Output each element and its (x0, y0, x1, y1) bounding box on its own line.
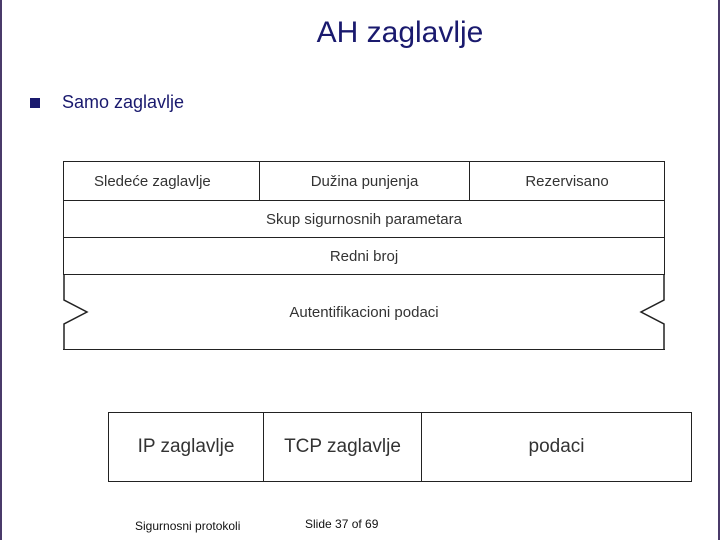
bullet-item (30, 92, 184, 113)
ah-row-2 (63, 200, 665, 238)
reserved-field: Rezervisano (525, 172, 609, 190)
payload-length-field: Dužina punjenja (260, 162, 470, 200)
authentication-data-field: Autentifikacioni podaci (289, 303, 439, 321)
slide-border-left (0, 0, 2, 540)
bullet-text: Samo zaglavlje (62, 92, 185, 112)
spi-field: Skup sigurnosnih parametara (266, 210, 462, 228)
ah-row-3 (63, 237, 665, 275)
next-header-field: Sledeće zaglavlje (64, 162, 260, 200)
footer-slide-number: Slide 37 of 69 (305, 517, 379, 531)
sequence-number-field: Redni broj (329, 247, 399, 265)
ah-header-diagram (63, 161, 665, 350)
ah-row-1 (63, 161, 665, 201)
variable-length-break-right-icon (635, 274, 665, 350)
slide-title: AH zaglavlje (316, 16, 484, 49)
ip-header-cell: IP zaglavlje (109, 413, 264, 481)
data-cell: podaci (528, 436, 585, 457)
ah-row-4 (63, 274, 665, 350)
variable-length-break-left-icon (63, 274, 93, 350)
square-bullet-icon (30, 98, 40, 108)
packet-diagram (108, 412, 692, 482)
footer-course: Sigurnosni protokoli (135, 519, 241, 533)
tcp-header-cell: TCP zaglavlje (264, 413, 422, 481)
